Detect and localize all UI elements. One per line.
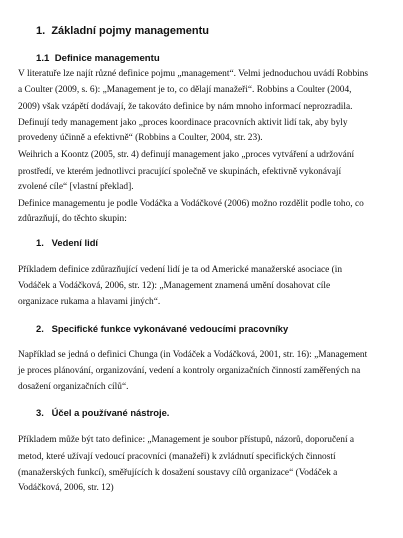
- list-heading-1: [36, 237, 98, 248]
- paragraph-line: je proces plánování, organizování, vedení a kontroly organizačních činností zaměřených na: [18, 366, 361, 376]
- list-number: 2.: [36, 323, 44, 334]
- paragraph-line: Definují tedy management jako „proces koordinace pracovních aktivit lidí tak, aby byly: [18, 118, 348, 128]
- paragraph-line: organizace rukama a hlavami jiných“.: [18, 297, 161, 307]
- paragraph-line: V literatuře lze najít různé definice pojmu „management“. Velmi jednoduchou uvádí Robbins: [18, 69, 369, 79]
- paragraph-line: 2009) však vzápětí dodávají, že takováto definice by nám mnoho informací neprozradila.: [18, 102, 353, 112]
- list-title: Účel a používané nástroje.: [51, 407, 170, 418]
- chapter-heading: [36, 25, 209, 37]
- chapter-number: 1.: [36, 25, 46, 37]
- paragraph-line: (manažerských funkcí), směřujících k dosažení soustavy cílů organizace“ (Vodáček a: [18, 468, 338, 478]
- list-title: Specifické funkce vykonávané vedoucími pracovníky: [51, 323, 289, 334]
- list-heading-2: [36, 323, 288, 334]
- section-number: 1.1: [36, 53, 50, 64]
- paragraph-line: dosažení organizačních cílů“.: [18, 382, 129, 392]
- paragraph-line: Weihrich a Koontz (2005, str. 4) definují management jako „proces vytváření a udržování: [18, 150, 355, 160]
- paragraph-line: zvolené cíle“ [vlastní překlad].: [18, 182, 134, 192]
- paragraph-line: Příkladem může být tato definice: „Management je soubor přístupů, názorů, doporučení a: [18, 435, 355, 445]
- paragraph-line: metod, které užívají vedoucí pracovníci (manažeři) k zvládnutí specifických činností: [18, 452, 336, 462]
- list-number: 1.: [36, 237, 44, 248]
- paragraph-line: Například se jedná o definici Chunga (in Vodáček a Vodáčková, 2001, str. 16): „Management: [18, 350, 368, 360]
- paragraph-line: Definice managementu je podle Vodáčka a Vodáčkové (2006) možno rozdělit podle toho, co: [18, 199, 364, 209]
- section-title: Definice managementu: [54, 53, 160, 64]
- list-heading-3: [36, 407, 169, 418]
- paragraph-line: Příkladem definice zdůrazňující vedení lidí je ta od Americké manažerské asociace (in: [18, 265, 343, 275]
- section-heading: [36, 53, 160, 64]
- paragraph-line: prostředí, ve kterém jednotlivci pracující společně ve skupinách, efektivně vykonávají: [18, 167, 342, 177]
- paragraph-line: zdůrazňují, do těchto skupin:: [18, 214, 127, 224]
- list-number: 3.: [36, 407, 44, 418]
- paragraph-line: a Coulter (2009, s. 6): „Management je to, co dělají manažeři“. Robbins a Coulter (2004,: [18, 85, 352, 95]
- paragraph-line: Vodáček a Vodáčková, 2006, str. 12): „Management znamená umění dosahovat cíle: [18, 281, 331, 291]
- list-title: Vedení lidí: [51, 237, 99, 248]
- chapter-title: Základní pojmy managementu: [51, 25, 210, 37]
- paragraph-line: provedeny účinně a efektivně“ (Robbins a Coulter, 2004, str. 23).: [18, 133, 263, 143]
- paragraph-line: Vodáčková, 2006, str. 12): [18, 483, 114, 493]
